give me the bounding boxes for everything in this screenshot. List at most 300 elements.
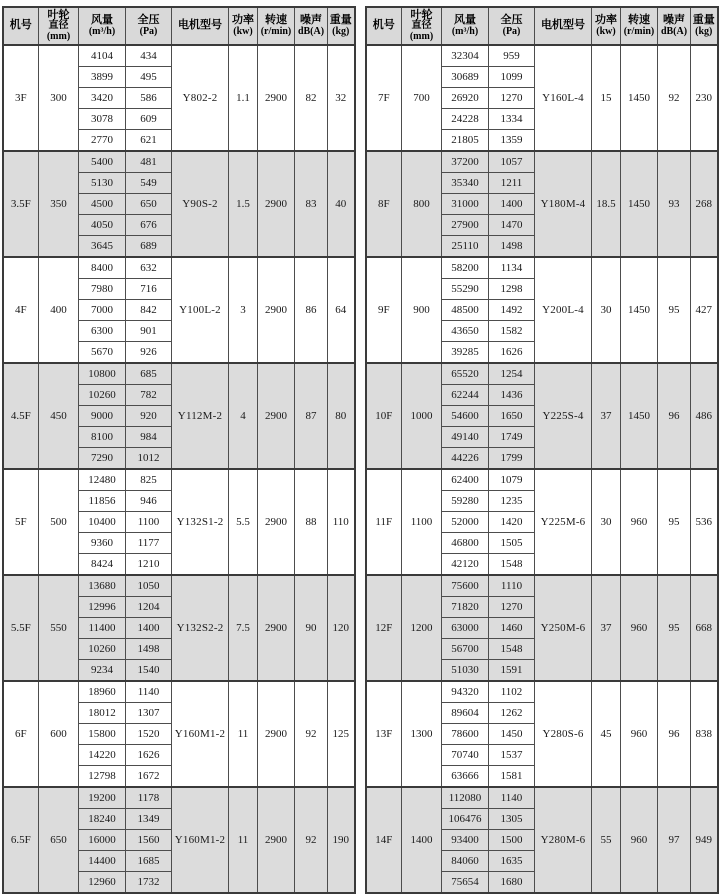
machine-number-cell: 3F xyxy=(3,45,39,151)
airflow-cell: 8424 xyxy=(79,554,126,576)
header-diameter xyxy=(402,7,442,45)
spec-row xyxy=(366,257,718,279)
motor-model-cell: Y802-2 xyxy=(172,45,229,151)
weight-cell: 536 xyxy=(691,469,718,575)
airflow-cell: 7000 xyxy=(79,300,126,321)
airflow-cell: 9000 xyxy=(79,406,126,427)
pressure-cell: 621 xyxy=(126,130,172,152)
airflow-cell: 75654 xyxy=(442,872,489,894)
pressure-cell: 1349 xyxy=(126,809,172,830)
power-cell: 11 xyxy=(229,787,258,893)
airflow-cell: 44226 xyxy=(442,448,489,470)
table-header xyxy=(366,7,718,45)
spec-row xyxy=(3,575,355,597)
airflow-cell: 5130 xyxy=(79,173,126,194)
airflow-cell: 52000 xyxy=(442,512,489,533)
pressure-cell: 1204 xyxy=(126,597,172,618)
airflow-cell: 10800 xyxy=(79,363,126,385)
impeller-diameter-cell: 450 xyxy=(39,363,79,469)
pressure-cell: 1505 xyxy=(489,533,535,554)
pressure-cell: 1560 xyxy=(126,830,172,851)
spec-row xyxy=(366,363,718,385)
airflow-cell: 12960 xyxy=(79,872,126,894)
header-speed xyxy=(621,7,658,45)
speed-cell: 2900 xyxy=(258,363,295,469)
weight-cell: 40 xyxy=(328,151,355,257)
pressure-cell: 1520 xyxy=(126,724,172,745)
header-noise-line: 噪声 xyxy=(300,13,322,26)
impeller-diameter-cell: 1000 xyxy=(402,363,442,469)
airflow-cell: 46800 xyxy=(442,533,489,554)
pressure-cell: 1500 xyxy=(489,830,535,851)
pressure-cell: 1270 xyxy=(489,597,535,618)
machine-number-cell: 5F xyxy=(3,469,39,575)
pressure-cell: 1050 xyxy=(126,575,172,597)
pressure-cell: 1540 xyxy=(126,660,172,682)
pressure-cell: 1460 xyxy=(489,618,535,639)
airflow-cell: 5670 xyxy=(79,342,126,364)
spec-row xyxy=(366,787,718,809)
airflow-cell: 19200 xyxy=(79,787,126,809)
power-cell: 1.5 xyxy=(229,151,258,257)
airflow-cell: 89604 xyxy=(442,703,489,724)
airflow-cell: 16000 xyxy=(79,830,126,851)
airflow-cell: 8400 xyxy=(79,257,126,279)
airflow-cell: 4500 xyxy=(79,194,126,215)
machine-number-cell: 13F xyxy=(366,681,402,787)
airflow-cell: 30689 xyxy=(442,67,489,88)
airflow-cell: 78600 xyxy=(442,724,489,745)
airflow-cell: 54600 xyxy=(442,406,489,427)
airflow-cell: 58200 xyxy=(442,257,489,279)
pressure-cell: 1635 xyxy=(489,851,535,872)
weight-cell: 80 xyxy=(328,363,355,469)
pressure-cell: 1626 xyxy=(126,745,172,766)
speed-cell: 960 xyxy=(621,681,658,787)
pressure-cell: 1110 xyxy=(489,575,535,597)
machine-number-cell: 12F xyxy=(366,575,402,681)
airflow-cell: 3078 xyxy=(79,109,126,130)
header-power-line: 功率 xyxy=(232,13,254,26)
airflow-cell: 63666 xyxy=(442,766,489,788)
pressure-cell: 434 xyxy=(126,45,172,67)
motor-model-cell: Y250M-6 xyxy=(535,575,592,681)
machine-number-cell: 5.5F xyxy=(3,575,39,681)
spec-row xyxy=(3,469,355,491)
impeller-diameter-cell: 900 xyxy=(402,257,442,363)
noise-cell: 96 xyxy=(658,681,691,787)
motor-model-cell: Y225S-4 xyxy=(535,363,592,469)
airflow-cell: 27900 xyxy=(442,215,489,236)
noise-cell: 95 xyxy=(658,257,691,363)
airflow-cell: 84060 xyxy=(442,851,489,872)
pressure-cell: 481 xyxy=(126,151,172,173)
pressure-cell: 632 xyxy=(126,257,172,279)
pressure-cell: 1079 xyxy=(489,469,535,491)
motor-model-cell: Y200L-4 xyxy=(535,257,592,363)
power-cell: 4 xyxy=(229,363,258,469)
header-machine xyxy=(366,7,402,45)
airflow-cell: 2770 xyxy=(79,130,126,152)
pressure-cell: 1100 xyxy=(126,512,172,533)
header-airflow xyxy=(442,7,489,45)
airflow-cell: 55290 xyxy=(442,279,489,300)
airflow-cell: 35340 xyxy=(442,173,489,194)
speed-cell: 960 xyxy=(621,469,658,575)
pressure-cell: 1436 xyxy=(489,385,535,406)
header-diameter xyxy=(39,7,79,45)
machine-number-cell: 6.5F xyxy=(3,787,39,893)
machine-number-cell: 7F xyxy=(366,45,402,151)
weight-cell: 230 xyxy=(691,45,718,151)
motor-model-cell: Y280S-6 xyxy=(535,681,592,787)
pressure-cell: 1591 xyxy=(489,660,535,682)
header-power-line: 功率 xyxy=(595,13,617,26)
motor-model-cell: Y225M-6 xyxy=(535,469,592,575)
speed-cell: 1450 xyxy=(621,151,658,257)
pressure-cell: 495 xyxy=(126,67,172,88)
header-noise xyxy=(295,7,328,45)
airflow-cell: 3645 xyxy=(79,236,126,258)
airflow-cell: 4050 xyxy=(79,215,126,236)
pressure-cell: 1140 xyxy=(126,681,172,703)
airflow-cell: 14220 xyxy=(79,745,126,766)
header-weight xyxy=(328,7,355,45)
noise-cell: 83 xyxy=(295,151,328,257)
pressure-cell: 1012 xyxy=(126,448,172,470)
speed-cell: 2900 xyxy=(258,681,295,787)
header-power xyxy=(229,7,258,45)
noise-cell: 88 xyxy=(295,469,328,575)
weight-cell: 268 xyxy=(691,151,718,257)
machine-number-cell: 6F xyxy=(3,681,39,787)
spec-tables-container xyxy=(3,6,717,894)
pressure-cell: 1749 xyxy=(489,427,535,448)
airflow-cell: 70740 xyxy=(442,745,489,766)
pressure-cell: 1400 xyxy=(489,194,535,215)
header-power-line: (kw) xyxy=(596,25,616,37)
airflow-cell: 49140 xyxy=(442,427,489,448)
pressure-cell: 1650 xyxy=(489,406,535,427)
airflow-cell: 94320 xyxy=(442,681,489,703)
speed-cell: 960 xyxy=(621,787,658,893)
power-cell: 37 xyxy=(592,575,621,681)
pressure-cell: 716 xyxy=(126,279,172,300)
pressure-cell: 1298 xyxy=(489,279,535,300)
airflow-cell: 9360 xyxy=(79,533,126,554)
airflow-cell: 62244 xyxy=(442,385,489,406)
machine-number-cell: 11F xyxy=(366,469,402,575)
airflow-cell: 12996 xyxy=(79,597,126,618)
spec-row xyxy=(366,681,718,703)
header-airflow-line: 风量 xyxy=(91,13,113,26)
power-cell: 15 xyxy=(592,45,621,151)
speed-cell: 1450 xyxy=(621,45,658,151)
table-body xyxy=(3,45,355,893)
pressure-cell: 1102 xyxy=(489,681,535,703)
pressure-cell: 1334 xyxy=(489,109,535,130)
airflow-cell: 71820 xyxy=(442,597,489,618)
pressure-cell: 1270 xyxy=(489,88,535,109)
airflow-cell: 9234 xyxy=(79,660,126,682)
spec-table-left xyxy=(2,6,356,894)
spec-table-right xyxy=(365,6,719,894)
power-cell: 7.5 xyxy=(229,575,258,681)
airflow-cell: 56700 xyxy=(442,639,489,660)
pressure-cell: 1140 xyxy=(489,787,535,809)
pressure-cell: 1262 xyxy=(489,703,535,724)
speed-cell: 2900 xyxy=(258,45,295,151)
pressure-cell: 926 xyxy=(126,342,172,364)
power-cell: 1.1 xyxy=(229,45,258,151)
speed-cell: 1450 xyxy=(621,363,658,469)
airflow-cell: 7980 xyxy=(79,279,126,300)
pressure-cell: 1178 xyxy=(126,787,172,809)
airflow-cell: 93400 xyxy=(442,830,489,851)
airflow-cell: 13680 xyxy=(79,575,126,597)
airflow-cell: 14400 xyxy=(79,851,126,872)
airflow-cell: 51030 xyxy=(442,660,489,682)
header-weight xyxy=(691,7,718,45)
machine-number-cell: 3.5F xyxy=(3,151,39,257)
header-diameter-line: 直径 xyxy=(48,20,69,32)
motor-model-cell: Y160M1-2 xyxy=(172,787,229,893)
airflow-cell: 11400 xyxy=(79,618,126,639)
weight-cell: 125 xyxy=(328,681,355,787)
noise-cell: 92 xyxy=(658,45,691,151)
machine-number-cell: 14F xyxy=(366,787,402,893)
header-motor-line: 电机型号 xyxy=(178,19,222,32)
pressure-cell: 782 xyxy=(126,385,172,406)
motor-model-cell: Y100L-2 xyxy=(172,257,229,363)
header-noise-line: dB(A) xyxy=(660,25,688,37)
pressure-cell: 1582 xyxy=(489,321,535,342)
header-airflow-line: (m³/h) xyxy=(88,25,116,37)
header-power xyxy=(592,7,621,45)
spec-row xyxy=(3,787,355,809)
impeller-diameter-cell: 550 xyxy=(39,575,79,681)
pressure-cell: 1626 xyxy=(489,342,535,364)
header-airflow xyxy=(79,7,126,45)
pressure-cell: 1732 xyxy=(126,872,172,894)
pressure-cell: 1177 xyxy=(126,533,172,554)
pressure-cell: 1359 xyxy=(489,130,535,152)
airflow-cell: 8100 xyxy=(79,427,126,448)
spec-row xyxy=(3,45,355,67)
header-weight-line: 重量 xyxy=(329,13,352,26)
pressure-cell: 1672 xyxy=(126,766,172,788)
airflow-cell: 21805 xyxy=(442,130,489,152)
airflow-cell: 4104 xyxy=(79,45,126,67)
airflow-cell: 65520 xyxy=(442,363,489,385)
pressure-cell: 1498 xyxy=(489,236,535,258)
pressure-cell: 946 xyxy=(126,491,172,512)
motor-model-cell: Y280M-6 xyxy=(535,787,592,893)
pressure-cell: 1210 xyxy=(126,554,172,576)
airflow-cell: 7290 xyxy=(79,448,126,470)
header-power-line: (kw) xyxy=(233,25,253,37)
pressure-cell: 1211 xyxy=(489,173,535,194)
airflow-cell: 3420 xyxy=(79,88,126,109)
header-pressure-line: 全压 xyxy=(137,13,160,26)
pressure-cell: 1235 xyxy=(489,491,535,512)
impeller-diameter-cell: 1300 xyxy=(402,681,442,787)
airflow-cell: 18960 xyxy=(79,681,126,703)
noise-cell: 96 xyxy=(658,363,691,469)
motor-model-cell: Y160M1-2 xyxy=(172,681,229,787)
impeller-diameter-cell: 1400 xyxy=(402,787,442,893)
airflow-cell: 5400 xyxy=(79,151,126,173)
airflow-cell: 6300 xyxy=(79,321,126,342)
airflow-cell: 31000 xyxy=(442,194,489,215)
pressure-cell: 1400 xyxy=(126,618,172,639)
pressure-cell: 1548 xyxy=(489,639,535,660)
machine-number-cell: 8F xyxy=(366,151,402,257)
pressure-cell: 1581 xyxy=(489,766,535,788)
table-body xyxy=(366,45,718,893)
airflow-cell: 12480 xyxy=(79,469,126,491)
power-cell: 3 xyxy=(229,257,258,363)
header-speed-line: (r/min) xyxy=(623,25,655,37)
header-weight-line: (kg) xyxy=(332,25,350,37)
header-speed xyxy=(258,7,295,45)
airflow-cell: 32304 xyxy=(442,45,489,67)
noise-cell: 92 xyxy=(295,787,328,893)
pressure-cell: 650 xyxy=(126,194,172,215)
header-machine xyxy=(3,7,39,45)
weight-cell: 486 xyxy=(691,363,718,469)
airflow-cell: 10400 xyxy=(79,512,126,533)
motor-model-cell: Y160L-4 xyxy=(535,45,592,151)
header-pressure-line: (Pa) xyxy=(502,25,521,37)
header-diameter-line: 叶轮 xyxy=(410,8,433,21)
header-weight-line: (kg) xyxy=(695,25,713,37)
impeller-diameter-cell: 700 xyxy=(402,45,442,151)
speed-cell: 960 xyxy=(621,575,658,681)
header-noise xyxy=(658,7,691,45)
noise-cell: 95 xyxy=(658,469,691,575)
header-noise-line: 噪声 xyxy=(663,13,685,26)
power-cell: 18.5 xyxy=(592,151,621,257)
airflow-cell: 59280 xyxy=(442,491,489,512)
machine-number-cell: 10F xyxy=(366,363,402,469)
pressure-cell: 1305 xyxy=(489,809,535,830)
machine-number-cell: 4.5F xyxy=(3,363,39,469)
pressure-cell: 901 xyxy=(126,321,172,342)
speed-cell: 2900 xyxy=(258,151,295,257)
pressure-cell: 676 xyxy=(126,215,172,236)
pressure-cell: 609 xyxy=(126,109,172,130)
pressure-cell: 1548 xyxy=(489,554,535,576)
airflow-cell: 12798 xyxy=(79,766,126,788)
airflow-cell: 48500 xyxy=(442,300,489,321)
speed-cell: 2900 xyxy=(258,575,295,681)
pressure-cell: 685 xyxy=(126,363,172,385)
weight-cell: 32 xyxy=(328,45,355,151)
pressure-cell: 1680 xyxy=(489,872,535,894)
airflow-cell: 10260 xyxy=(79,639,126,660)
power-cell: 55 xyxy=(592,787,621,893)
weight-cell: 120 xyxy=(328,575,355,681)
impeller-diameter-cell: 600 xyxy=(39,681,79,787)
pressure-cell: 984 xyxy=(126,427,172,448)
pressure-cell: 1498 xyxy=(126,639,172,660)
weight-cell: 190 xyxy=(328,787,355,893)
airflow-cell: 43650 xyxy=(442,321,489,342)
airflow-cell: 10260 xyxy=(79,385,126,406)
impeller-diameter-cell: 1100 xyxy=(402,469,442,575)
noise-cell: 86 xyxy=(295,257,328,363)
power-cell: 45 xyxy=(592,681,621,787)
weight-cell: 110 xyxy=(328,469,355,575)
speed-cell: 2900 xyxy=(258,257,295,363)
noise-cell: 90 xyxy=(295,575,328,681)
spec-row xyxy=(366,575,718,597)
pressure-cell: 1307 xyxy=(126,703,172,724)
motor-model-cell: Y132S1-2 xyxy=(172,469,229,575)
motor-model-cell: Y90S-2 xyxy=(172,151,229,257)
pressure-cell: 1537 xyxy=(489,745,535,766)
header-airflow-line: 风量 xyxy=(454,13,476,26)
header-diameter-line: 叶轮 xyxy=(47,8,70,21)
impeller-diameter-cell: 1200 xyxy=(402,575,442,681)
pressure-cell: 825 xyxy=(126,469,172,491)
header-pressure xyxy=(489,7,535,45)
pressure-cell: 920 xyxy=(126,406,172,427)
pressure-cell: 586 xyxy=(126,88,172,109)
header-diameter-line: (mm) xyxy=(46,30,71,42)
header-diameter-line: 直径 xyxy=(411,20,432,32)
weight-cell: 64 xyxy=(328,257,355,363)
spec-row xyxy=(3,363,355,385)
header-pressure-line: 全压 xyxy=(500,13,523,26)
machine-number-cell: 9F xyxy=(366,257,402,363)
motor-model-cell: Y180M-4 xyxy=(535,151,592,257)
weight-cell: 949 xyxy=(691,787,718,893)
noise-cell: 82 xyxy=(295,45,328,151)
noise-cell: 92 xyxy=(295,681,328,787)
pressure-cell: 1254 xyxy=(489,363,535,385)
motor-model-cell: Y132S2-2 xyxy=(172,575,229,681)
power-cell: 30 xyxy=(592,469,621,575)
pressure-cell: 1057 xyxy=(489,151,535,173)
weight-cell: 668 xyxy=(691,575,718,681)
airflow-cell: 18240 xyxy=(79,809,126,830)
airflow-cell: 24228 xyxy=(442,109,489,130)
airflow-cell: 106476 xyxy=(442,809,489,830)
header-pressure-line: (Pa) xyxy=(139,25,158,37)
pressure-cell: 689 xyxy=(126,236,172,258)
header-machine-line: 机号 xyxy=(9,19,32,32)
speed-cell: 1450 xyxy=(621,257,658,363)
power-cell: 5.5 xyxy=(229,469,258,575)
header-machine-line: 机号 xyxy=(372,19,395,32)
power-cell: 30 xyxy=(592,257,621,363)
weight-cell: 838 xyxy=(691,681,718,787)
pressure-cell: 1134 xyxy=(489,257,535,279)
weight-cell: 427 xyxy=(691,257,718,363)
header-speed-line: 转速 xyxy=(265,13,287,26)
spec-row xyxy=(366,151,718,173)
spec-row xyxy=(3,151,355,173)
airflow-cell: 63000 xyxy=(442,618,489,639)
airflow-cell: 62400 xyxy=(442,469,489,491)
header-pressure xyxy=(126,7,172,45)
airflow-cell: 42120 xyxy=(442,554,489,576)
speed-cell: 2900 xyxy=(258,787,295,893)
impeller-diameter-cell: 350 xyxy=(39,151,79,257)
header-diameter-line: (mm) xyxy=(409,30,434,42)
